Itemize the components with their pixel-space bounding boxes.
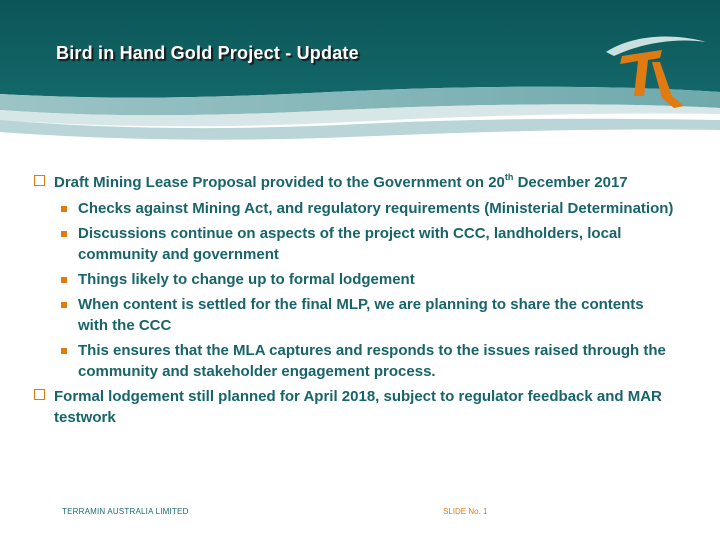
- terramin-logo-icon: [600, 34, 710, 110]
- bullet-level2-discussions: Discussions continue on aspects of the project with CCC, landholders, local community and government: [34, 223, 674, 265]
- square-bullet-icon: [61, 277, 67, 283]
- bullet-level2-stakeholder: This ensures that the MLA captures and responds to the issues raised through the community and stakeholder engagement process.: [34, 340, 674, 382]
- square-bullet-icon: [61, 302, 67, 308]
- slide-title: Bird in Hand Gold Project - Update: [56, 43, 359, 63]
- square-bullet-icon: [61, 231, 67, 237]
- bullet-level1-formal-lodgement: Formal lodgement still planned for April 2018, subject to regulator feedback and MAR testwork: [34, 386, 674, 428]
- bullet-level2-changes: Things likely to change up to formal lodgement: [34, 269, 674, 290]
- slide-content: [34, 172, 674, 433]
- footer-slide-number: SLIDE No. 1: [443, 507, 488, 516]
- square-bullet-icon: [61, 206, 67, 212]
- bullet-level2-mining-act: Checks against Mining Act, and regulatory requirements (Ministerial Determination): [34, 198, 674, 219]
- footer-company: TERRAMIN AUSTRALIA LIMITED: [62, 507, 189, 516]
- checkbox-bullet-icon: [34, 175, 45, 186]
- square-bullet-icon: [61, 348, 67, 354]
- checkbox-bullet-icon: [34, 389, 45, 400]
- bullet-level2-share-content: When content is settled for the final MLP, we are planning to share the contents with the CCC: [34, 294, 674, 336]
- bullet-level1-lease-proposal: Draft Mining Lease Proposal provided to the Government on 20th December 2017: [34, 172, 674, 193]
